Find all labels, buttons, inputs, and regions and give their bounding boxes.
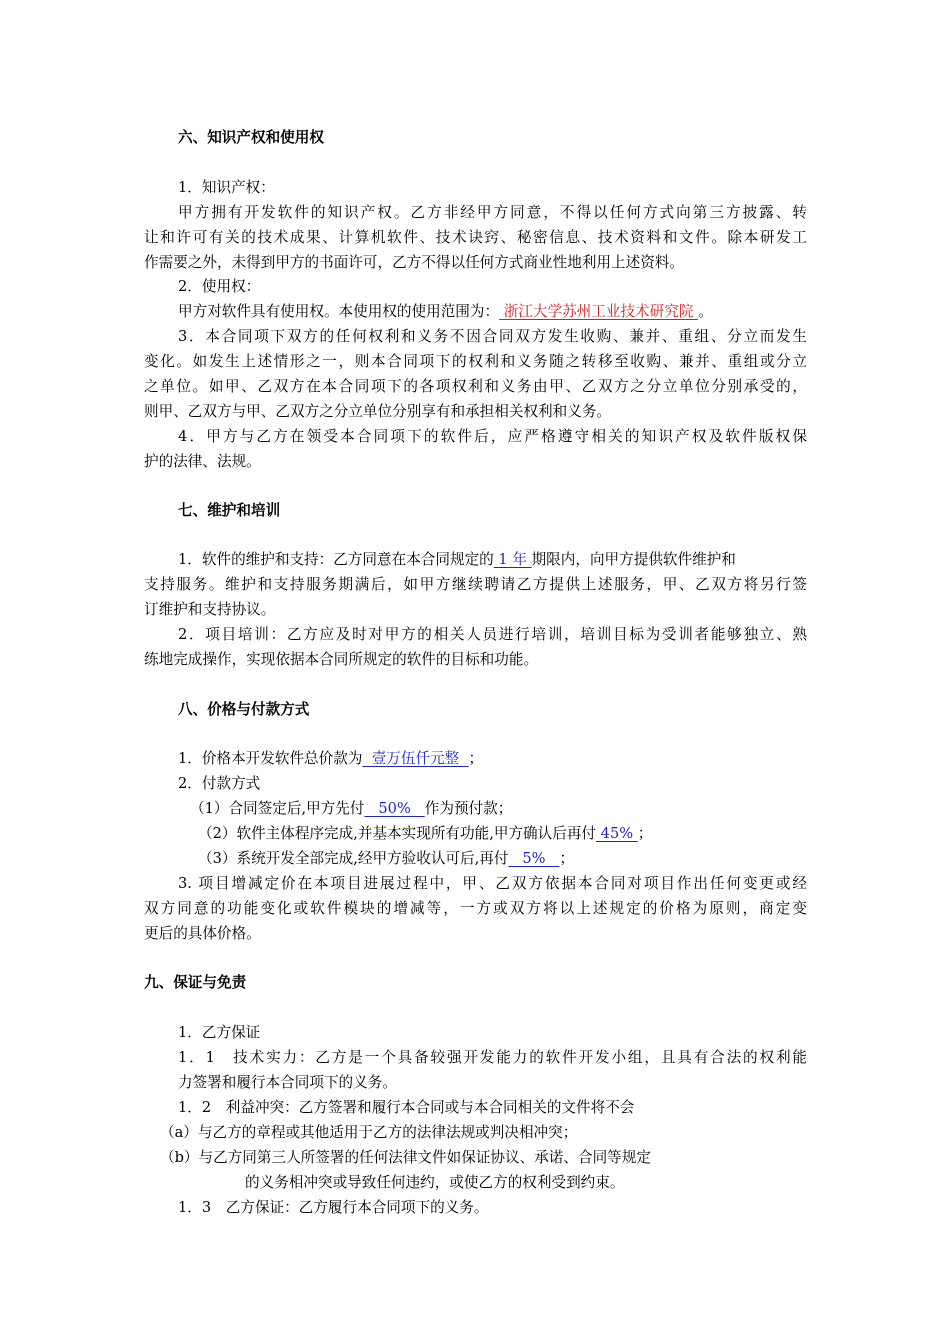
payment-step-2-suffix: ；	[637, 825, 653, 842]
price-change-line-1: 3. 项目增减定价在本项目进展过程中，甲、乙双方依据本合同对项目作出任何变更或经	[178, 875, 807, 892]
item4-line-1: 4．甲方与乙方在领受本合同项下的软件后，应严格遵守相关的知识产权及软件版权保	[178, 428, 807, 445]
payment-step-3-suffix: ；	[559, 850, 575, 867]
warranty-1-1-line-1: 1．1 技术实力：乙方是一个具备较强开发能力的软件开发小组，且具有合法的权利能	[178, 1049, 807, 1066]
payment-step-1-prefix: （1）合同签定后,甲方先付	[190, 800, 365, 817]
maintenance-term: 1 年	[493, 551, 532, 568]
warranty-item-a: （a）与乙方的章程或其他适用于乙方的法律法规或判决相冲突；	[160, 1124, 578, 1141]
section-6-heading: 六、知识产权和使用权	[178, 129, 324, 146]
section-7-heading: 七、维护和培训	[178, 502, 281, 519]
use-label: 2．使用权：	[178, 278, 261, 295]
payment-step-2-prefix: （2）软件主体程序完成,并基本实现所有功能,甲方确认后再付	[198, 825, 597, 842]
payment-step-1-value: 50%	[364, 800, 425, 817]
item3-line-2: 变化。如发生上述情形之一，则本合同项下的权利和义务随之转移至收购、兼并、重组或分立	[144, 353, 807, 370]
payment-step-3	[198, 849, 574, 869]
maintenance-line-1	[178, 550, 736, 570]
warranty-item-b-continued: 的义务相冲突或导致任何违约，或使乙方的权利受到约束。	[245, 1174, 625, 1191]
maintenance-line-2: 支持服务。维护和支持服务期满后，如甲方继续聘请乙方提供上述服务，甲、乙双方将另行签	[144, 576, 807, 593]
section-8-heading: 八、价格与付款方式	[178, 701, 310, 718]
maintenance-prefix: 1．软件的维护和支持：乙方同意在本合同规定的	[178, 551, 494, 568]
warranty-1-2: 1．2 利益冲突：乙方签署和履行本合同或与本合同相关的文件将不会	[178, 1099, 635, 1116]
item3-line-3: 之单位。如甲、乙双方在本合同项下的各项权利和义务由甲、乙双方之分立单位分别承受的，	[144, 378, 807, 395]
payment-step-1	[190, 799, 512, 819]
use-scope-value: 浙江大学苏州工业技术研究院	[499, 303, 699, 320]
payment-step-3-value: 5%	[508, 850, 560, 867]
training-line-2: 练地完成操作，实现依据本合同所规定的软件的目标和功能。	[144, 651, 539, 668]
use-scope-line	[178, 302, 713, 322]
price-value: 壹万伍仟元整	[362, 750, 469, 767]
payment-step-2	[198, 824, 652, 844]
price-change-line-2: 双方同意的功能变化或软件模块的增减等，一方或双方将以上述规定的价格为原则，商定变	[144, 900, 807, 917]
item3-line-1: 3．本合同项下双方的任何权利和义务不因合同双方发生收购、兼并、重组、分立而发生	[178, 328, 807, 345]
maintenance-line-3: 订维护和支持协议。	[144, 601, 276, 618]
ip-label: 1．知识产权：	[178, 179, 275, 196]
use-scope-suffix: 。	[698, 303, 713, 320]
item3-line-4: 则甲、乙双方与甲、乙双方之分立单位分别享有和承担相关权利和义务。	[144, 403, 612, 420]
payment-label: 2．付款方式	[178, 775, 261, 792]
maintenance-suffix: 期限内，向甲方提供软件维护和	[531, 551, 736, 568]
price-suffix: ；	[468, 750, 484, 767]
payment-step-1-suffix: 作为预付款；	[424, 800, 513, 817]
price-change-line-3: 更后的具体价格。	[144, 925, 261, 942]
section-9-heading: 九、保证与免责	[144, 974, 247, 991]
warranty-1-3: 1．3 乙方保证：乙方履行本合同项下的义务。	[178, 1199, 489, 1216]
warranty-1-1-line-2: 力签署和履行本合同项下的义务。	[178, 1074, 397, 1091]
use-scope-prefix: 甲方对软件具有使用权。本使用权的使用范围为：	[178, 303, 500, 320]
price-line	[178, 749, 483, 769]
warranty-item-b: （b）与乙方同第三人所签署的任何法律文件如保证协议、承诺、合同等规定	[160, 1149, 651, 1166]
ip-body-line-1: 甲方拥有开发软件的知识产权。乙方非经甲方同意，不得以任何方式向第三方披露、转	[178, 204, 807, 221]
payment-step-2-value: 45%	[596, 825, 638, 842]
ip-body-line-3: 作需要之外，未得到甲方的书面许可，乙方不得以任何方式商业性地利用上述资料。	[144, 254, 684, 271]
training-line-1: 2．项目培训：乙方应及时对甲方的相关人员进行培训，培训目标为受训者能够独立、熟	[178, 626, 807, 643]
item4-line-2: 护的法律、法规。	[144, 453, 261, 470]
warranty-label: 1．乙方保证	[178, 1024, 261, 1041]
price-prefix: 1．价格本开发软件总价款为	[178, 750, 363, 767]
ip-body-line-2: 让和许可有关的技术成果、计算机软件、技术诀窍、秘密信息、技术资料和文件。除本研发工	[144, 229, 807, 246]
payment-step-3-prefix: （3）系统开发全部完成,经甲方验收认可后,再付	[198, 850, 509, 867]
